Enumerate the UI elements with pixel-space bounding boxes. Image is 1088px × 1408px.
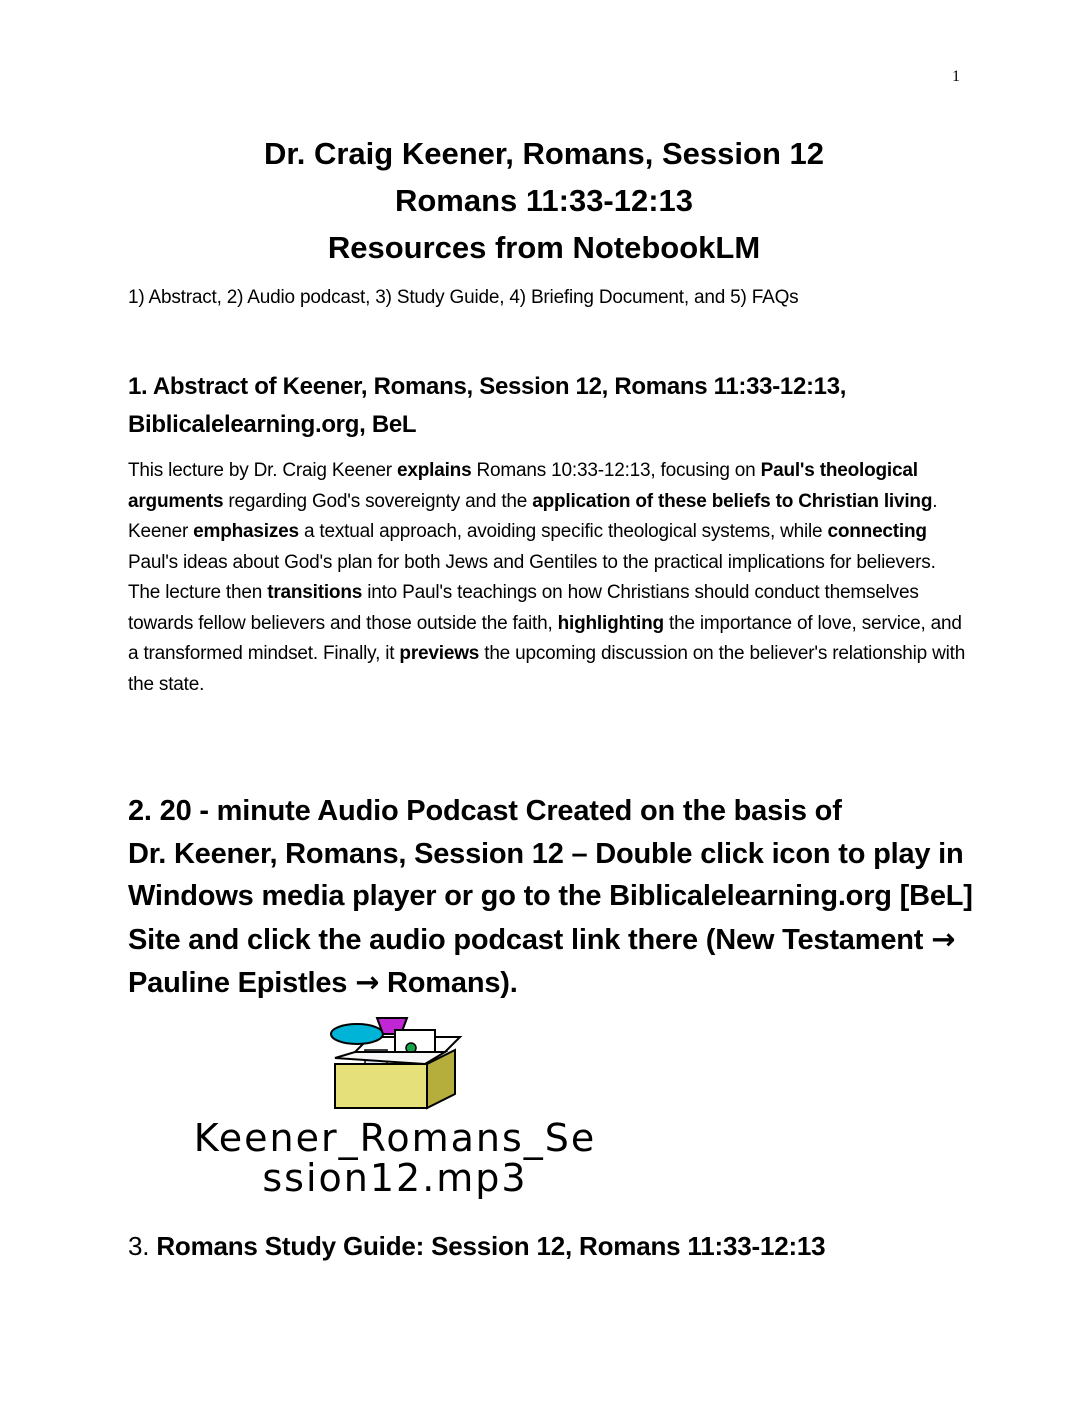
- document-title: [0, 130, 1088, 271]
- right-arrow-icon: →: [931, 921, 956, 956]
- title-line-1: Dr. Craig Keener, Romans, Session 12: [264, 136, 824, 171]
- section-1-heading-line-2: Biblicalelearning.org, BeL: [128, 411, 417, 438]
- abstract-paragraph: [128, 456, 968, 700]
- audio-file-name-line-1[interactable]: Keener_Romans_Se: [193, 1116, 597, 1160]
- section-2-heading-text: Pauline Epistles: [128, 967, 356, 999]
- right-arrow-icon: →: [355, 965, 380, 999]
- abstract-text: into Paul's teachings on how Christians should conduct themselves towards fellow believers and those outside the faith,: [128, 582, 919, 634]
- section-3-title: Romans Study Guide: Session 12, Romans 11:33-12:13: [156, 1231, 826, 1261]
- resources-list: 1) Abstract, 2) Audio podcast, 3) Study Guide, 4) Briefing Document, and 5) FAQs: [128, 287, 799, 308]
- section-2-heading-text: Dr. Keener, Romans, Session 12 – Double click icon to play in Windows media player or go to the Biblicalelearning.org [BeL] Site and click the audio podcast link there (New Testament: [128, 837, 973, 956]
- abstract-emphasis: emphasizes: [193, 521, 299, 542]
- section-1-heading: [128, 368, 968, 444]
- section-2-heading: [128, 790, 978, 1005]
- abstract-text: the upcoming discussion on the believer's relationship with the state.: [128, 643, 966, 695]
- section-2-heading-body: [128, 833, 978, 1005]
- audio-file-name-line-2[interactable]: ssion12.mp3: [262, 1156, 528, 1200]
- abstract-text: . Keener: [128, 490, 938, 542]
- abstract-emphasis: application of these beliefs to Christian living: [532, 490, 933, 512]
- abstract-text: Paul's ideas about God's plan for both Jews and Gentiles to the practical implications for believers. The lecture then: [128, 551, 936, 603]
- abstract-text: This lecture by Dr. Craig Keener: [128, 460, 398, 481]
- section-3-number: 3.: [128, 1231, 157, 1261]
- page-number: 1: [952, 68, 960, 85]
- title-line-3: Resources from NotebookLM: [327, 230, 761, 265]
- media-package-icon[interactable]: [315, 1012, 475, 1112]
- audio-podcast-file[interactable]: [130, 1012, 660, 1202]
- abstract-text: Romans 10:33-12:13, focusing on: [471, 460, 761, 481]
- abstract-emphasis: Paul's theological arguments: [128, 460, 918, 512]
- section-2-heading-text: Romans).: [379, 967, 518, 999]
- abstract-text: a textual approach, avoiding specific theological systems, while: [298, 521, 828, 542]
- abstract-emphasis: connecting: [827, 521, 927, 542]
- section-1-heading-line-1: 1. Abstract of Keener, Romans, Session 12, Romans 11:33-12:13,: [128, 373, 847, 400]
- abstract-emphasis: transitions: [267, 582, 363, 603]
- abstract-emphasis: highlighting: [557, 612, 664, 634]
- abstract-emphasis: explains: [397, 460, 472, 481]
- abstract-text: the importance of love, service, and a transformed mindset. Finally, it: [128, 612, 962, 664]
- section-3-heading: [128, 1226, 978, 1266]
- abstract-emphasis: previews: [399, 643, 480, 664]
- section-2-heading-line-1: 2. 20 - minute Audio Podcast Created on the basis of: [128, 795, 842, 827]
- audio-file-name[interactable]: [130, 1118, 660, 1198]
- title-line-2: Romans 11:33-12:13: [394, 183, 694, 218]
- abstract-text: regarding God's sovereignty and the: [223, 490, 533, 512]
